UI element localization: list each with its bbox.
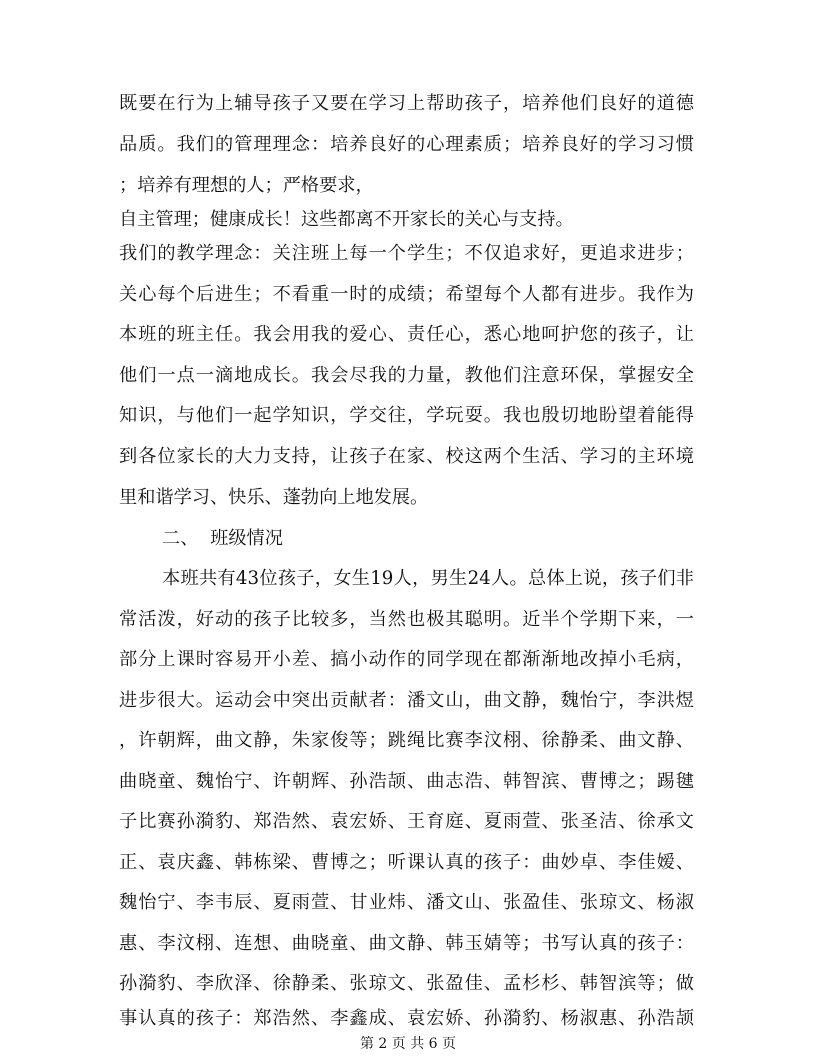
text-line: 他们一点一滴地成长。我会尽我的力量，教他们注意环保，掌握安全 — [119, 365, 694, 386]
text-line: 自主管理；健康成长！这些都离不开家长的关心与支持。 — [119, 209, 574, 230]
text-line: 常活泼，好动的孩子比较多，当然也极其聪明。近半个学期下来，一 — [119, 609, 694, 630]
text-line: 本班共有43位孩子，女生19人，男生24人。总体上说，孩子们非 — [162, 568, 694, 589]
text-line: 到各位家长的大力支持，让孩子在家、校这两个生活、学习的主环境 — [119, 446, 694, 467]
text-line: 事认真的孩子：郑浩然、李鑫成、袁宏娇、孙漪豹、杨淑惠、孙浩颉 — [119, 1008, 694, 1029]
text-line: 魏怡宁、李韦辰、夏雨萱、甘业炜、潘文山、张盈佳、张琼文、杨淑 — [119, 892, 694, 913]
text-line: 曲晓童、魏怡宁、许朝辉、孙浩颉、曲志浩、韩智滨、曹博之；踢毽 — [119, 771, 694, 792]
text-line: 本班的班主任。我会用我的爱心、责任心，悉心地呵护您的孩子，让 — [119, 324, 694, 345]
text-line: 子比赛孙漪豹、郑浩然、袁宏娇、王育庭、夏雨萱、张圣洁、徐承文 — [119, 811, 694, 832]
text-line: 品质。我们的管理理念：培养良好的心理素质；培养良好的学习习惯 — [119, 134, 694, 155]
text-line: 里和谐学习、快乐、蓬勃向上地发展。 — [119, 487, 429, 508]
page-number-footer: 第 2 页 共 6 页 — [359, 1036, 457, 1052]
text-line: 孙漪豹、李欣泽、徐静柔、张琼文、张盈佳、孟杉杉、韩智滨等；做 — [119, 973, 694, 994]
text-line: 我们的教学理念：关注班上每一个学生；不仅追求好，更追求进步； — [119, 243, 694, 264]
text-line: 进步很大。运动会中突出贡献者：潘文山，曲文静，魏怡宁，李洪煜 — [119, 690, 694, 711]
section-heading: 二、 班级情况 — [162, 528, 283, 549]
text-line: 部分上课时容易开小差、搞小动作的同学现在都渐渐地改掉小毛病， — [119, 649, 694, 670]
text-line: ，许朝辉，曲文静，朱家俊等；跳绳比赛李汶栩、徐静柔、曲文静、 — [119, 730, 694, 751]
text-line: 既要在行为上辅导孩子又要在学习上帮助孩子，培养他们良好的道德 — [119, 93, 694, 114]
text-line: ；培养有理想的人；严格要求， — [119, 175, 374, 196]
text-line: 知识，与他们一起学知识，学交往，学玩耍。我也殷切地盼望着能得 — [119, 405, 694, 426]
text-line: 正、袁庆鑫、韩栋梁、曹博之；听课认真的孩子：曲妙卓、李佳嫒、 — [119, 852, 694, 873]
text-line: 关心每个后进生；不看重一时的成绩；希望每个人都有进步。我作为 — [119, 284, 694, 305]
text-line: 惠、李汶栩、连想、曲晓童、曲文静、韩玉婧等；书写认真的孩子： — [119, 933, 694, 954]
